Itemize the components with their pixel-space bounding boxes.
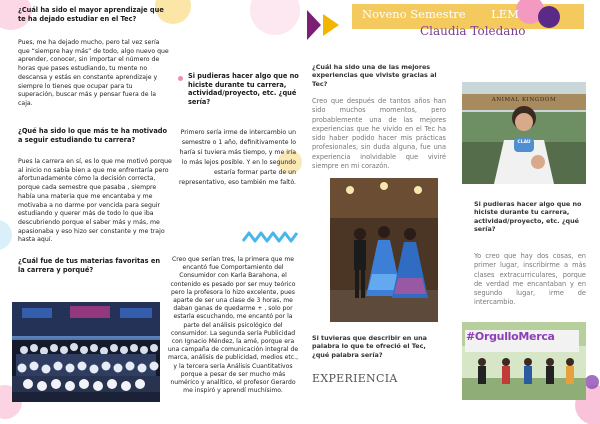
question-motivation: ¿Qué ha sido lo que más te ha motivado a seguir estudiando tu carrera? [18, 127, 168, 144]
question-favorite-subjects: ¿Cuál fue de tus materias favoritas en la carrera y porqué? [18, 257, 161, 274]
question-one-word: Si tuvieras que describir en una palabra lo que te ofreció el Tec, ¿qué palabra sería? [312, 334, 427, 359]
answer-favorite-subjects: Creo que serían tres, la primera que me encantó fue Comportamiento del Consumidor con Karla Barahona, el contenido es pesado por ser muy teórico pero la profesora lo hizo excelente, pues aparte de ser una clase de 3 horas, me daban ganas de quedarme + , solo por estarla escuchando, me encantó por la parte del análisis psicológico del consumidor. La segunda sería Publicidad con Ignacio Méndez, la amé, porque era una campaña de comunicación integral de marca, análisis de publicidad, medios etc., y la tercera sería Análisis Cuantitativos porque a pesar de ser mucho más numérico y analítico, el profesor Gerardo me inspiró y aprendí muchísimo. [167, 256, 299, 395]
answer-learning: Pues, me ha dejado mucho, pero tal vez sería que “siempre hay más” de todo, algo nuevo que aprender, conocer, sin importar el número de horas que pases estudiando, tu mente no descansa y estás en constante aprendizaje y siempre lo tienes que ocupar para tu superación, buscar más y pensar fuera de la caja. [18, 39, 169, 107]
answer-undone-activity: Primero sería irme de intercambio un semestre o 1 año, definitivamente lo haría si tuviera más tiempo, y me iría lo más lejos posible. Y en lo segundo estaría formar parte de un representativo, eso también me faltó. [179, 129, 296, 186]
bullet-pink [178, 76, 183, 81]
group-photo [12, 302, 160, 402]
animal-kingdom-sign: ANIMAL KINGDOM [491, 97, 557, 103]
decor-circle-blue-left [0, 220, 12, 250]
hashtag-orgullo-merca: #OrgulloMerca [466, 330, 555, 343]
question-learning: ¿Cuál ha sido el mayor aprendizaje que te ha dejado estudiar en el Tec? [18, 6, 164, 23]
animal-kingdom-photo [462, 82, 586, 184]
group-photo-image [12, 302, 160, 402]
orgullo-merca-photo [462, 322, 586, 400]
header-title: Noveno Semestre LEM [362, 7, 519, 21]
decor-circle-purple-right-bottom [585, 375, 599, 389]
answer-motivation: Pues la carrera en sí, es lo que me motivó porque al inicio no sabía bien a que me enfrentaría pero afortunadamente cómo la decisión correcta, porque cada semestre que pasaba , siempre había una materia que me encantaba y me motivaba a no darme por vencida para seguir estudiando y querer más de todo lo que iba descubriendo porque el saber más y más, me apasionaba y eso hizo ser constante y me trajo hasta aquí. [18, 158, 172, 244]
decor-circle-pink-top [250, 0, 300, 35]
question-best-experience: ¿Cuál ha sido una de las mejores experiencias que viviste gracias al Tec? [312, 63, 437, 88]
dancers-photo-image [330, 178, 438, 322]
answer-one-word: EXPERIENCIA [312, 372, 398, 385]
wave-decor-icon [242, 230, 298, 244]
dancers-photo [330, 178, 438, 322]
name-badge: CLAU [517, 140, 531, 145]
answer-undone-activity-2: Yo creo que hay dos cosas, en primer lugar, inscribirme a más clases extracurriculares, porque de verdad me encantaban y en segundo lugar, irme de intercambio. [474, 252, 586, 307]
question-undone-activity: Si pudieras hacer algo que no hiciste durante tu carrera, actividad/proyecto, etc. ¿qué sería? [188, 72, 299, 106]
answer-best-experience: Creo que después de tantos años han sido muchos momentos, pero probablemente una de las mejores experiencias que he vivido en el Tec ha sido haber podido hacer mis prácticas profesionales, sin duda alguna, fue una experiencia inolvidable que viviré siempre en mi corazón. [312, 97, 446, 171]
header-circle-purple [538, 6, 560, 28]
question-undone-activity-2: Si pudieras hacer algo que no hiciste durante tu carrera, actividad/proyecto, etc. ¿qué sería? [474, 200, 582, 234]
header-name: Claudia Toledano [420, 24, 526, 38]
triangle-decor-icon [305, 6, 345, 44]
